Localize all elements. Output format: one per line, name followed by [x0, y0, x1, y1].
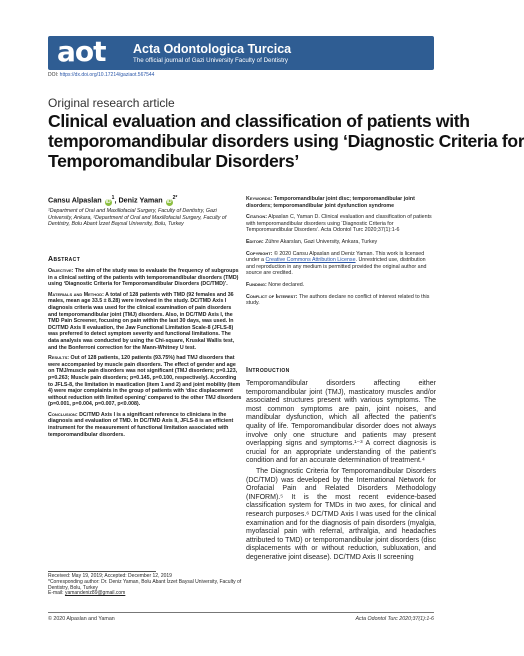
section-label: Results: — [48, 355, 70, 362]
author-separator: , — [114, 195, 119, 205]
title-line-3: Temporomandibular Disorders’ — [48, 151, 299, 171]
author-affiliation-marker: 2* — [172, 195, 178, 201]
doi-link[interactable]: https://dx.doi.org/10.17214/gaziaot.567544 — [59, 72, 155, 78]
abstract-results — [48, 355, 242, 408]
author-name: Deniz Yaman — [118, 195, 163, 205]
abstract-body — [48, 268, 242, 442]
author-list — [48, 194, 177, 206]
info-label: Editor: — [246, 238, 264, 245]
info-text: Alpaslan C, Yaman D. Clinical evaluation and classification of patients with temporomandibular disorders using ‘Diagnostic Criteria for Temporomandibular Disorders’. Acta Odontol Turc 2020;37(1):1-6 — [246, 214, 432, 234]
abstract-objective — [48, 268, 242, 288]
keywords — [246, 196, 434, 209]
conflict-of-interest — [246, 294, 434, 307]
journal-subtitle: The official journal of Gazi University Faculty of Dentistry — [133, 57, 288, 64]
introduction-heading: Introduction — [246, 367, 290, 374]
info-label: Funding: — [246, 281, 267, 288]
email-link[interactable]: yamandeniz89@gmail.com — [64, 590, 126, 597]
section-text: The aim of the study was to evaluate the frequency of subgroups in a clinical setting of the patients with temporomandibular disorders (TMD) using ‘Diagnostic Criteria for Temporomandibular Disorders (DC/TMD)’. — [48, 268, 239, 288]
author-affiliation-marker: 1 — [111, 195, 115, 201]
info-text: Temporomandibular joint disc; temporomandibular joint disorders; temporomandibular joint dysfunction syndrome — [246, 196, 415, 209]
info-text: Zühre Akarslan, Gazi University, Ankara, Turkey — [263, 238, 378, 245]
title-line-2: temporomandibular disorders using ‘Diagnostic Criteria for — [48, 131, 524, 151]
info-label: Citation: — [246, 214, 267, 221]
orcid-icon[interactable]: iD — [166, 199, 172, 206]
footer-divider — [48, 612, 434, 613]
section-text: A total of 128 patients with TMD (92 females and 36 males, mean age 33.5 ± 8.28) were involved in the study. DC/TMD Axis I diagnosis criteria was used for the clinical examination of pain disorders and temporomandibular joint (TMJ) disorders. Also, in DC/TMD Axis I, the TMD Pain Screener, focusing on pain within the last 30 days, was used. In DC/TMD Axis II evaluation, the Jaw Functional Limitation Scale-8 (JFLS-8) was preferred to detect symptom severity and functional limitations. The data analysis was conducted by using the Chi-square, Kruskal Wallis test, and the Bonferroni correction for the Mann-Whitney U test. — [48, 291, 235, 351]
info-label: Copyright: — [246, 250, 273, 257]
email-label: E-mail: — [48, 590, 65, 597]
funding — [246, 282, 434, 289]
info-text: None declared. — [266, 281, 305, 288]
footnotes — [48, 574, 248, 597]
doi-label: DOI: — [48, 72, 60, 78]
editor — [246, 239, 434, 246]
section-label: Objective: — [48, 268, 74, 274]
abstract-conclusion — [48, 412, 242, 438]
abstract-methods — [48, 292, 242, 351]
journal-logo: aot — [57, 35, 106, 68]
article-title — [48, 111, 524, 171]
section-label: Conclusion: — [48, 411, 78, 418]
section-text: DC/TMD Axis I is a significant reference to clinicians in the diagnosis and evaluation of TMD. In DC/TMD Axis II, JFLS-8 is an efficient instrument for the measurement of functional limitation associated with temporomandibular disorders. — [48, 411, 234, 438]
doi-line — [48, 72, 154, 78]
journal-name: Acta Odontologica Turcica — [133, 42, 292, 56]
info-label: Keywords: — [246, 196, 273, 202]
introduction-paragraph: Temporomandibular disorders affecting either temporomandibular joint (TMJ), masticatory muscles and/or associated structures present with various symptoms. The most common symptoms are pain, joint noises, and mandibular dysfunction, which all affected the patient’s quality of life. Temporomandibular disorder does not always involve only one structure and patients may present overlapping signs and symptoms.¹⁻³ A correct diagnosis is crucial for an appropriate understanding of the patient’s condition and for an accurate determination of treatment.⁴ — [246, 380, 436, 465]
info-text: © 2020 Cansu Alpaslan and Deniz Yaman. This work is licensed under a — [246, 250, 425, 264]
journal-banner — [48, 36, 434, 70]
received-date: Received: May 19, 2019; Accepted: December 12, 2019 — [48, 573, 172, 579]
article-info-panel — [246, 196, 434, 312]
info-text: . Unrestricted use, distribution and reproduction in any medium is permitted provided the original author and source are credited. — [246, 257, 427, 277]
info-text: The authors declare no conflict of interest related to this study. — [246, 293, 430, 307]
corresponding-author: *Corresponding author: Dr. Deniz Yaman, Bolu Abant İzzet Baysal University, Faculty of Dentistry, Bolu, Turkey — [48, 578, 242, 591]
footer-journal-reference: Acta Odontol Turc 2020;37(1):1-6 — [355, 616, 434, 622]
info-label: Conflict of Interest: — [246, 293, 298, 300]
footer-copyright: © 2020 Alpaslan and Yaman — [48, 616, 115, 622]
citation — [246, 214, 434, 234]
author-name: Cansu Alpaslan — [48, 195, 102, 205]
affiliations: ¹Department of Oral and Maxillofacial Surgery, Faculty of Dentistry, Gazi University, Ankara, ²Department of Oral and Maxillofacial Surgery, Faculty of Dentistry, Bolu Abant İzzet Baysal University, Bolu, Turkey — [48, 208, 227, 228]
footnote-divider — [48, 571, 156, 572]
abstract-heading: Abstract — [48, 256, 81, 263]
section-text: Out of 128 patients, 120 patients (93.75%) had TMJ disorders that were accompanied by muscle pain disorders. The effect of gender and age on TMJ/muscle pain disorders was not significant (TMJ disorders; p=0.123, p=0.263; Muscle pain disorders; p=0.145, p=0.100, respectively). According to JFLS-8, the limitation in mastication (item 1 and 2) and joint mobility (item 4) were major complaints in the group of patients with ‘disc displacement without reduction with limited opening’ compared to the other TMJ disorders (p=0.001, p=0.004, p=0.007, p<0.008). — [48, 355, 242, 408]
copyright — [246, 251, 434, 277]
orcid-icon[interactable]: iD — [105, 199, 111, 206]
introduction-body — [246, 380, 436, 562]
email-line — [48, 591, 248, 597]
section-label: Materials and Method: — [48, 291, 104, 298]
license-link[interactable]: Creative Commons Attribution License — [265, 257, 356, 264]
title-line-1: Clinical evaluation and classification of patients with — [48, 111, 470, 131]
introduction-paragraph: The Diagnostic Criteria for Temporomandibular Disorders (DC/TMD) was developed by the International Network for Orofacial Pain and Related Disorders Methodology (INFORM).⁵ It is the most recent evidence-based classification system for TMDs in two axes, for clinical and research purposes.⁶ DC/TMD Axis I was used for the clinical examination and for the diagnosis of pain disorders (myalgia, myofascial pain with referral, arthralgia, and headaches attributed to TMD) or temporomandibular joint disorders (disc displacements with or without reduction, subluxation, and degenerative joint disease). DC/TMD Axis II screening — [246, 467, 436, 561]
article-type: Original research article — [48, 96, 175, 110]
